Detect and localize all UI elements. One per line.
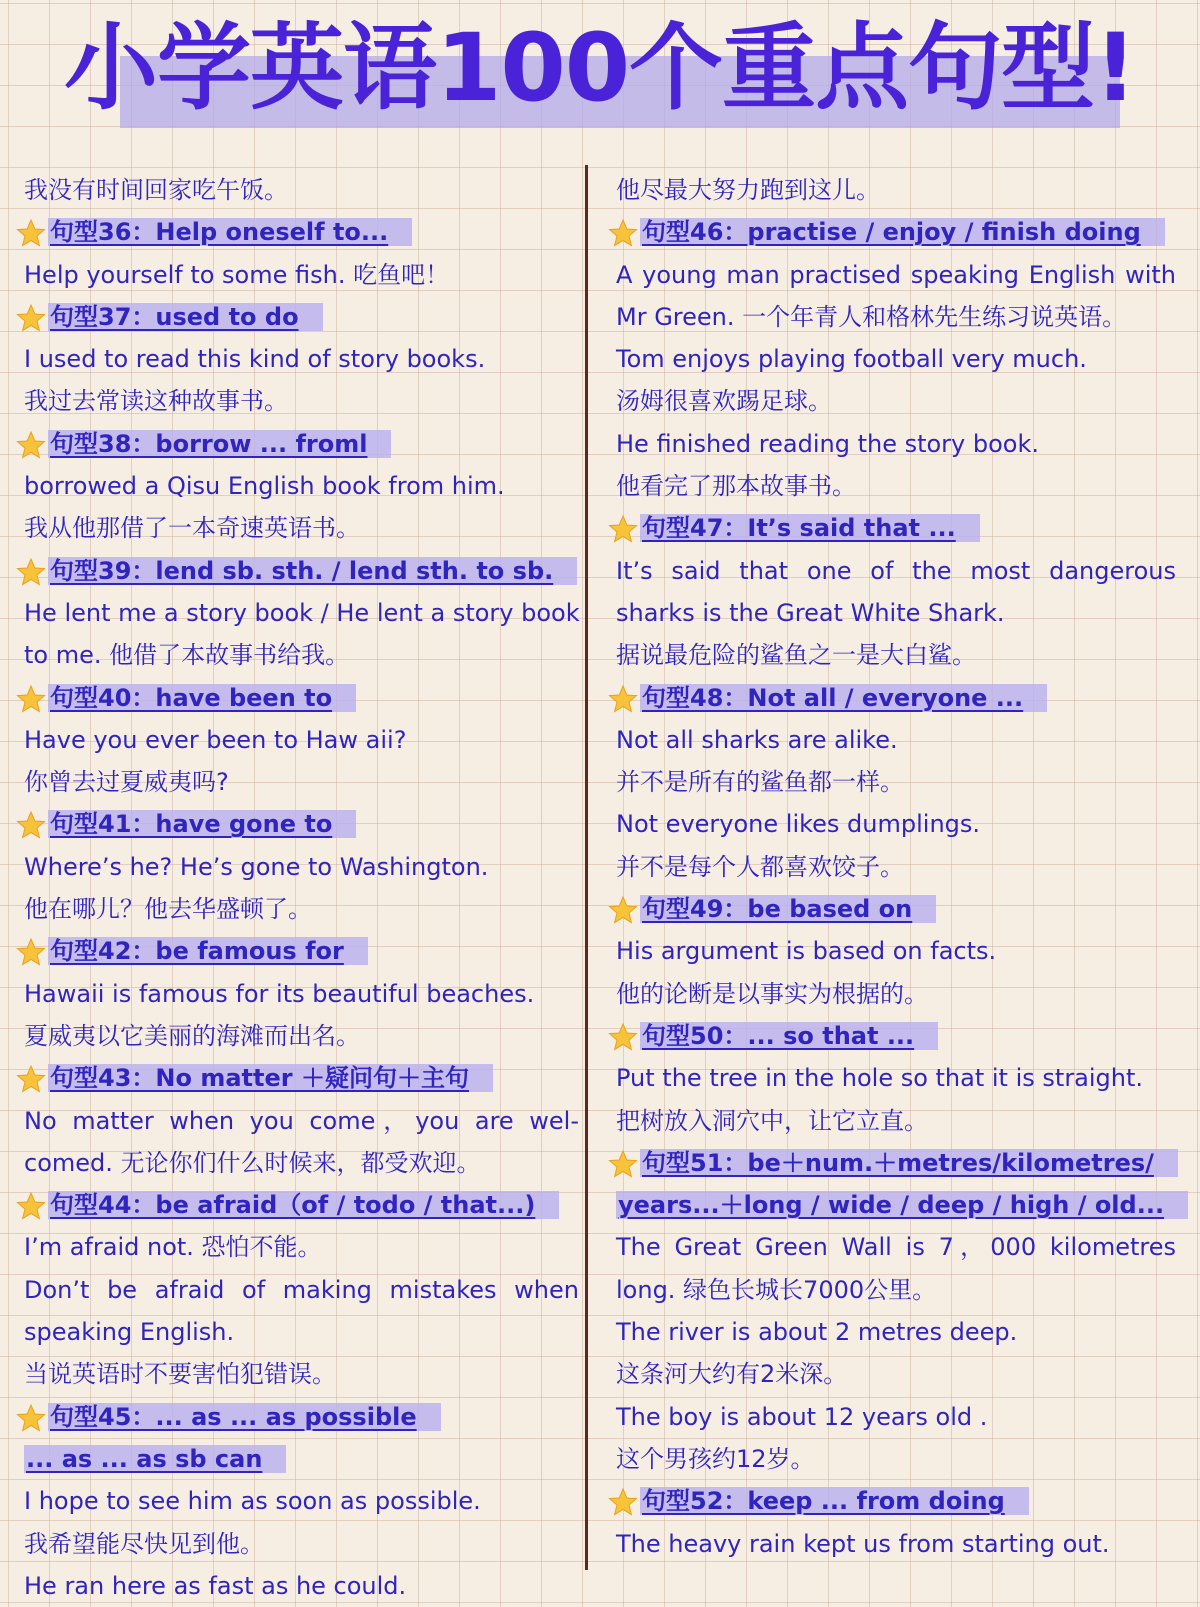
title-banner: [0, 6, 1200, 131]
star-icon: [608, 895, 638, 925]
sentence-pattern-heading: [24, 296, 579, 338]
example-line: 他的论断是以事实为根据的。: [616, 979, 928, 1008]
sentence-pattern-heading: [616, 888, 1176, 930]
example-line: speaking English.: [24, 1318, 235, 1347]
sentence-pattern-heading: [616, 211, 1176, 253]
example-line: 据说最危险的鲨鱼之一是大白鲨。: [616, 641, 976, 670]
example-line: 把树放入洞穴中，让它立直。: [616, 1106, 928, 1135]
sentence-pattern-heading-continued: [24, 1438, 579, 1480]
star-icon: [16, 1403, 46, 1433]
example-line: 夏威夷以它美丽的海滩而出名。: [24, 1021, 360, 1050]
sentence-pattern-heading: [24, 211, 579, 253]
example-line: borrowed a Qisu English book from him.: [24, 472, 505, 501]
example-line: 我过去常读这种故事书。: [24, 387, 288, 416]
star-icon: [16, 810, 46, 840]
example-line: A young man practised speaking English with: [616, 260, 1176, 289]
star-icon: [16, 684, 46, 714]
example-line: 我从他那借了一本奇速英语书。: [24, 514, 360, 543]
sentence-pattern-heading: [24, 930, 579, 972]
heading-text: 句型40：have been to: [48, 682, 356, 714]
heading-text: 句型50：... so that ...: [640, 1020, 938, 1052]
heading-text: ... as ... as sb can: [24, 1443, 286, 1475]
example-line: 当说英语时不要害怕犯错误。: [24, 1360, 336, 1389]
example-line: comed. 无论你们什么时候来，都受欢迎。: [24, 1148, 481, 1177]
heading-text: 句型48：Not all / everyone ...: [640, 682, 1047, 714]
heading-text: 句型49：be based on: [640, 893, 936, 925]
example-line: Put the tree in the hole so that it is straight.: [616, 1064, 1144, 1093]
example-line: Have you ever been to Haw aii?: [24, 725, 407, 754]
example-line: Not all sharks are alike.: [616, 725, 898, 754]
heading-text: 句型37：used to do: [48, 301, 323, 333]
example-line: He ran here as fast as he could.: [24, 1571, 407, 1600]
example-line: Tom enjoys playing football very much.: [616, 345, 1087, 374]
example-line: I hope to see him as soon as possible.: [24, 1487, 481, 1516]
example-line: The heavy rain kept us from starting out.: [616, 1529, 1110, 1558]
heading-text: 句型45：... as ... as possible: [48, 1401, 441, 1433]
example-line: 他看完了那本故事书。: [616, 472, 856, 501]
sentence-pattern-heading: [24, 1184, 579, 1226]
example-line: He finished reading the story book.: [616, 429, 1040, 458]
sentence-pattern-heading: [24, 803, 579, 845]
example-line: He lent me a story book / He lent a story book: [24, 598, 580, 627]
example-line: 并不是所有的鲨鱼都一样。: [616, 768, 904, 797]
page-title: 小学英语100个重点句型!: [63, 13, 1137, 123]
heading-text: 句型51：be＋num.＋metres/kilometres/: [640, 1147, 1178, 1179]
heading-text: 句型46：practise / enjoy / finish doing: [640, 216, 1165, 248]
star-icon: [608, 218, 638, 248]
example-line: His argument is based on facts.: [616, 937, 997, 966]
heading-text: 句型43：No matter ＋疑问句＋主句: [48, 1062, 493, 1094]
star-icon: [16, 1191, 46, 1221]
example-line: Help yourself to some fish. 吃鱼吧！: [24, 260, 450, 289]
sentence-pattern-heading: [616, 1015, 1176, 1057]
sentence-pattern-heading: [616, 677, 1176, 719]
sentence-pattern-heading: [24, 677, 579, 719]
heading-text: 句型36：Help oneself to...: [48, 216, 412, 248]
star-icon: [608, 1487, 638, 1517]
star-icon: [16, 303, 46, 333]
example-line: long. 绿色长城长7000公里。: [616, 1275, 937, 1304]
star-icon: [608, 684, 638, 714]
star-icon: [16, 218, 46, 248]
sentence-pattern-heading-continued: [616, 1184, 1176, 1226]
sentence-pattern-heading: [24, 1057, 579, 1099]
star-icon: [16, 557, 46, 587]
heading-text: 句型47：It’s said that ...: [640, 512, 980, 544]
example-line: sharks is the Great White Shark.: [616, 598, 1005, 627]
example-line: I used to read this kind of story books.: [24, 345, 486, 374]
sentence-pattern-heading: [24, 423, 579, 465]
star-icon: [608, 514, 638, 544]
sentence-pattern-heading: [616, 507, 1176, 549]
example-line: The Great Green Wall is 7，000 kilometres: [616, 1233, 1176, 1262]
example-line: 我没有时间回家吃午饭。: [24, 176, 288, 204]
star-icon: [608, 1149, 638, 1179]
heading-text: 句型52：keep ... from doing: [640, 1485, 1029, 1517]
star-icon: [16, 430, 46, 460]
example-line: Where’s he? He’s gone to Washington.: [24, 852, 489, 881]
example-line: 汤姆很喜欢踢足球。: [616, 387, 832, 416]
example-line: 你曾去过夏威夷吗?: [24, 768, 229, 797]
example-line: The boy is about 12 years old .: [616, 1402, 988, 1431]
example-line: Not everyone likes dumplings.: [616, 810, 981, 839]
example-line: The river is about 2 metres deep.: [616, 1318, 1018, 1347]
example-line: 这个男孩约12岁。: [616, 1444, 815, 1473]
heading-text: 句型38：borrow ... froml: [48, 428, 391, 460]
example-line: 我希望能尽快见到他。: [24, 1529, 264, 1558]
example-line: Mr Green. 一个年青人和格林先生练习说英语。: [616, 302, 1127, 331]
example-line: Don’t be afraid of making mistakes when: [24, 1275, 579, 1304]
right-column: [616, 169, 1176, 1565]
example-line: Hawaii is famous for its beautiful beaches.: [24, 979, 535, 1008]
star-icon: [608, 1022, 638, 1052]
sentence-pattern-heading: [616, 1142, 1176, 1184]
example-line: 并不是每个人都喜欢饺子。: [616, 852, 904, 881]
heading-text: 句型44：be afraid（of / todo / that...): [48, 1189, 559, 1221]
sentence-pattern-heading: [616, 1480, 1176, 1522]
star-icon: [16, 937, 46, 967]
left-column: [24, 169, 579, 1607]
heading-text: 句型39：lend sb. sth. / lend sth. to sb.: [48, 555, 577, 587]
sentence-pattern-heading: [24, 1396, 579, 1438]
example-line: No matter when you come，you are wel-: [24, 1106, 579, 1135]
heading-text: 句型42：be famous for: [48, 935, 368, 967]
example-line: I’m afraid not. 恐怕不能。: [24, 1233, 322, 1262]
example-line: 这条河大约有2米深。: [616, 1360, 848, 1389]
heading-text: years...＋long / wide / deep / high / old...: [616, 1189, 1188, 1221]
example-line: 他尽最大努力跑到这儿。: [616, 176, 880, 204]
heading-text: 句型41：have gone to: [48, 808, 356, 840]
column-divider: [585, 165, 588, 1570]
example-line: 他在哪儿？他去华盛顿了。: [24, 895, 312, 924]
sentence-pattern-heading: [24, 550, 579, 592]
example-line: It’s said that one of the most dangerous: [616, 556, 1176, 585]
example-line: to me. 他借了本故事书给我。: [24, 641, 350, 670]
star-icon: [16, 1064, 46, 1094]
